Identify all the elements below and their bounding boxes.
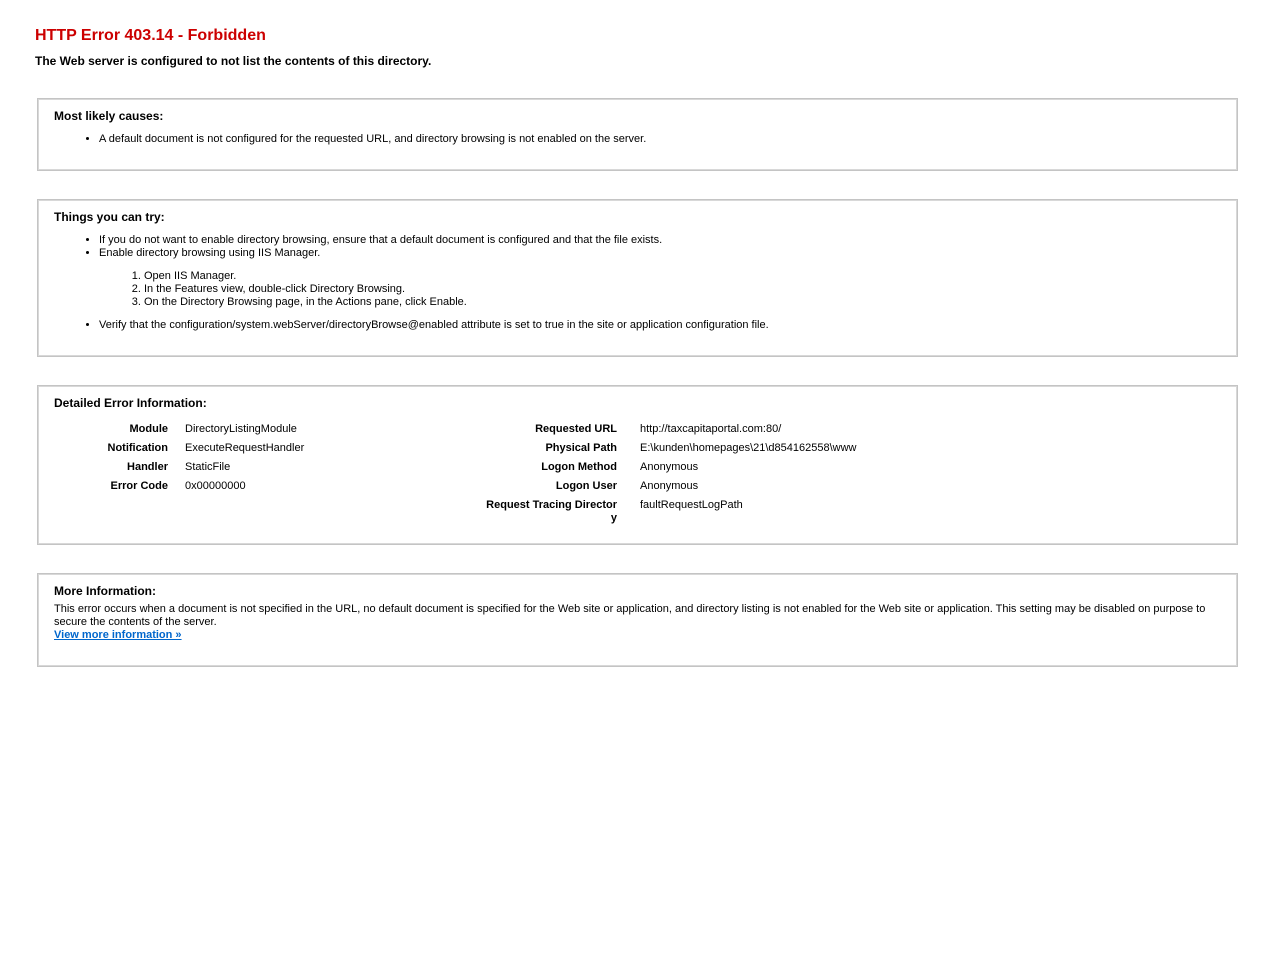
more-text: This error occurs when a document is not specified in the URL, no default document is specified for the Web site or application, and directory listing is not enabled for the Web site or application. This setting may be disabled on purpose to secure the contents of the server. (54, 603, 1206, 628)
most-likely-causes-panel (37, 98, 1238, 171)
detail-label: Module (129, 423, 168, 435)
list-item: • Verify that the configuration/system.webServer/directoryBrowse@enabled attribute is set to true in the site or application configuration file. (99, 319, 1221, 332)
causes-list (54, 133, 1221, 146)
detail-value: E:\kunden\homepages\21\d854162558\www (640, 442, 857, 454)
steps-list (99, 270, 1221, 309)
things-to-try-panel (37, 199, 1238, 357)
list-item: • A default document is not configured for the requested URL, and directory browsing is not enabled on the server. (99, 133, 1221, 146)
detail-value: Anonymous (640, 461, 699, 473)
list-item (99, 247, 1221, 309)
detail-label: Physical Path (545, 442, 617, 454)
list-item: • If you do not want to enable directory browsing, ensure that a default document is configured and that the file exists. (99, 234, 1221, 247)
detail-value: StaticFile (185, 461, 231, 473)
detail-heading: Detailed Error Information: (54, 396, 207, 410)
detail-value: 0x00000000 (185, 480, 246, 492)
error-title: HTTP Error 403.14 - Forbidden (35, 27, 266, 44)
error-subtitle: The Web server is configured to not list the contents of this directory. (35, 54, 432, 68)
detail-label: Logon User (555, 480, 617, 492)
detail-label: Handler (127, 461, 168, 473)
detail-label: Notification (107, 442, 168, 454)
detail-value: DirectoryListingModule (185, 423, 297, 435)
list-item-text: Enable directory browsing using IIS Manager. (99, 247, 321, 259)
try-list (54, 234, 1221, 332)
try-heading: Things you can try: (54, 210, 165, 224)
detailed-error-panel (37, 385, 1238, 545)
detail-label: Requested URL (535, 423, 617, 435)
detail-value: faultRequestLogPath (640, 499, 743, 511)
causes-heading: Most likely causes: (54, 109, 164, 123)
detail-label-line: Request Tracing Director (486, 499, 617, 511)
detail-label-wrap: y (610, 512, 617, 524)
view-more-information-link[interactable]: View more information » (54, 629, 182, 641)
step-item: 1. Open IIS Manager. (144, 270, 1221, 283)
detail-value: ExecuteRequestHandler (185, 442, 305, 454)
detail-label (474, 499, 617, 525)
more-heading: More Information: (54, 584, 156, 598)
detail-value: http://taxcapitaportal.com:80/ (640, 423, 782, 435)
error-page (35, 0, 1238, 667)
more-information-panel (37, 573, 1238, 667)
detail-label: Error Code (110, 480, 168, 492)
step-item: 3. On the Directory Browsing page, in the Actions pane, click Enable. (144, 296, 1221, 309)
step-item: 2. In the Features view, double-click Directory Browsing. (144, 283, 1221, 296)
detail-value: Anonymous (640, 480, 699, 492)
detail-label: Logon Method (541, 461, 617, 473)
